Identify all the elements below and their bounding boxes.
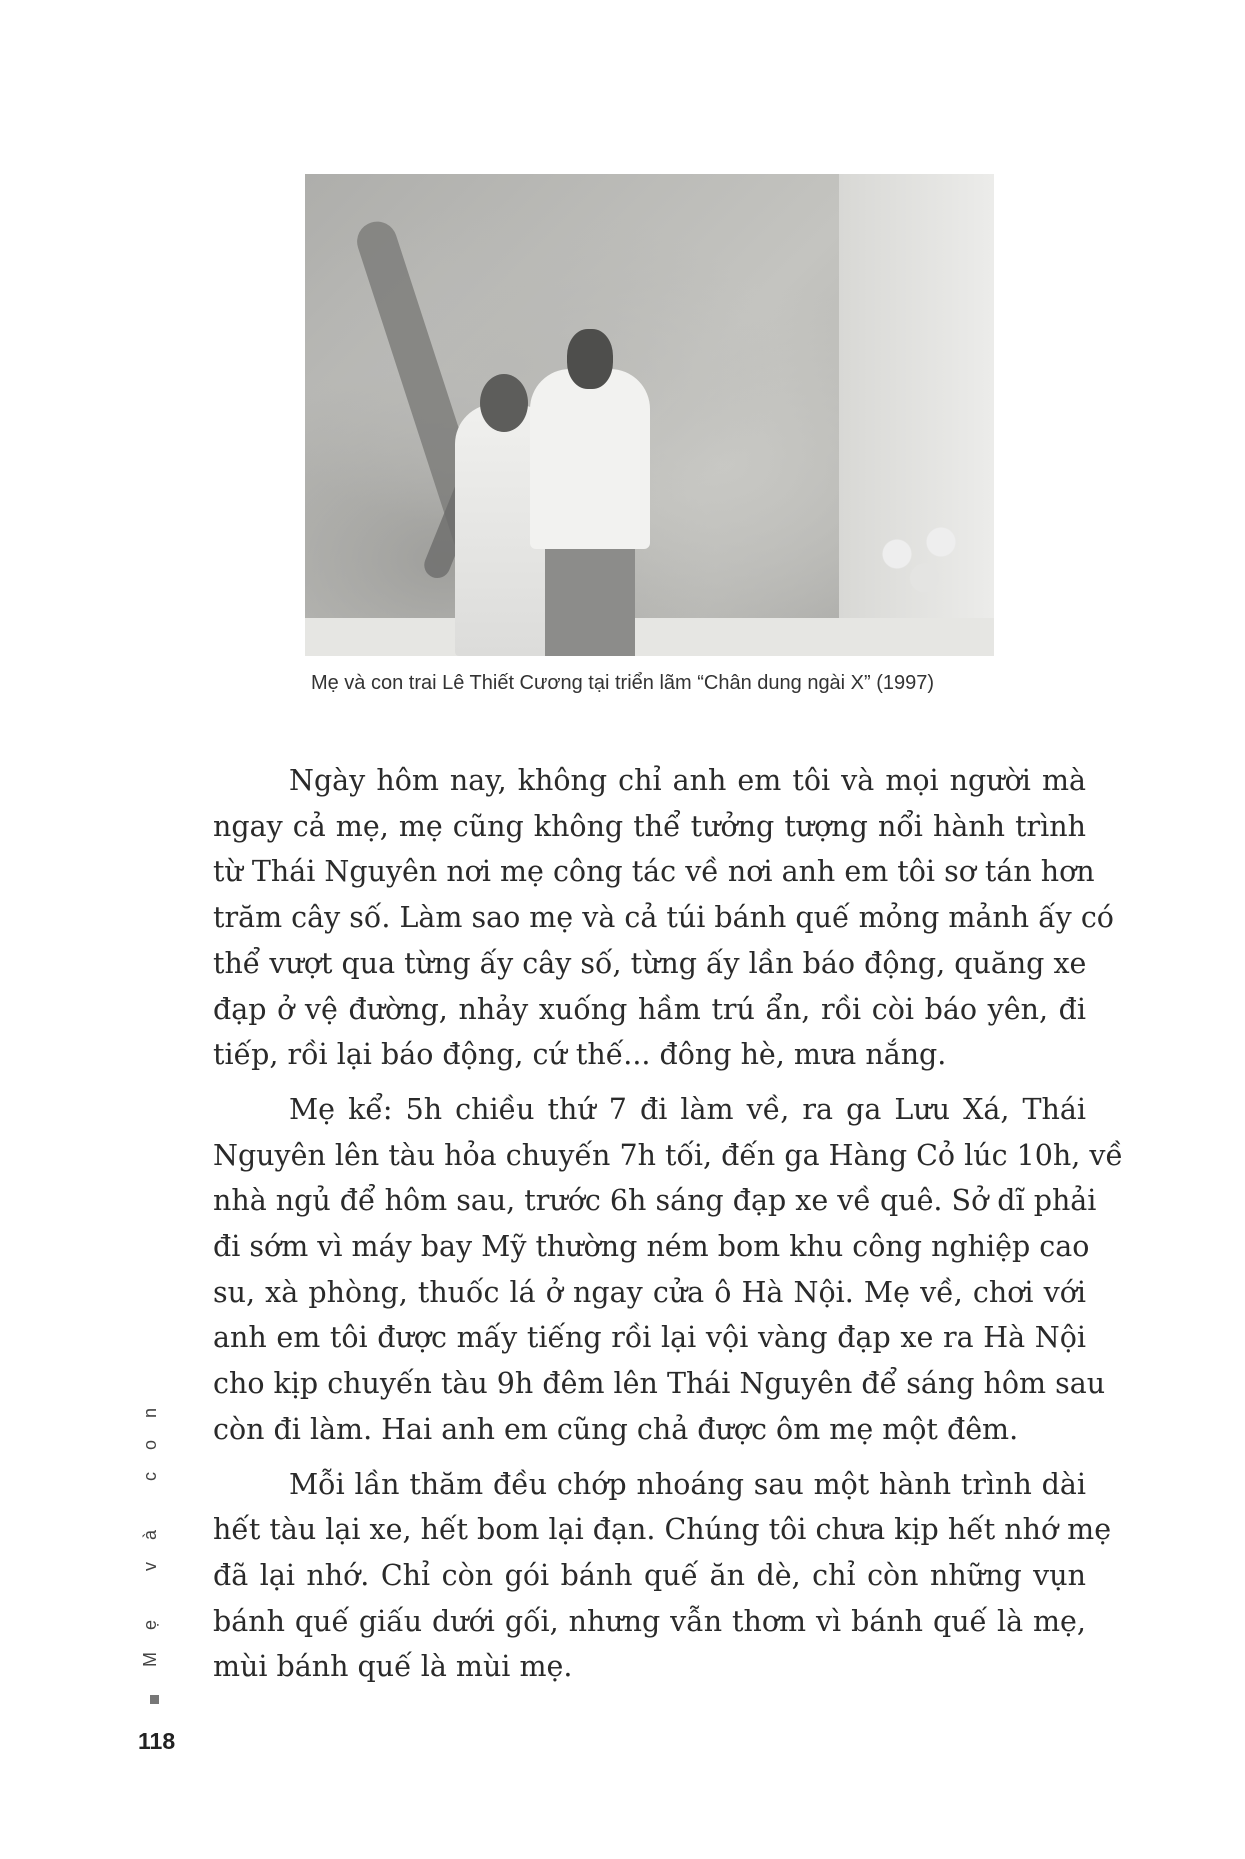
text-line: thể vượt qua từng ấy cây số, từng ấy lần báo động, quăng xe [213,946,1087,980]
text-line: nhà ngủ để hôm sau, trước 6h sáng đạp xe về quê. Sở dĩ phải [213,1184,1097,1218]
text-line: tiếp, rồi lại báo động, cứ thế... đông hè, mưa nắng. [213,1038,947,1072]
paragraph [213,1087,1124,1453]
text-line: đã lại nhớ. Chỉ còn gói bánh quế ăn dè, chỉ còn những vụn [213,1558,1086,1592]
paragraph [213,1462,1112,1691]
running-title-text: Mẹ và con [140,1385,160,1667]
square-bullet-icon [150,1695,159,1704]
text-line: trăm cây số. Làm sao mẹ và cả túi bánh quế mỏng mảnh ấy có [213,901,1114,935]
text-line: cho kịp chuyến tàu 9h đêm lên Thái Nguyên để sáng hôm sau [213,1367,1106,1401]
text-line: đi sớm vì máy bay Mỹ thường ném bom khu công nghiệp cao [213,1230,1090,1264]
text-line: mùi bánh quế là mùi mẹ. [213,1650,573,1684]
text-line: từ Thái Nguyên nơi mẹ công tác về nơi anh em tôi sơ tán hơn [213,855,1095,889]
son-legs [545,544,635,656]
text-line: đạp ở vệ đường, nhảy xuống hầm trú ẩn, rồi còi báo yên, đi [213,992,1086,1026]
paragraph [213,758,1114,1078]
text-line: ngay cả mẹ, mẹ cũng không thể tưởng tượng nổi hành trình [213,809,1086,843]
son-figure [530,369,650,549]
text-line: Ngày hôm nay, không chỉ anh em tôi và mọi người mà [289,764,1086,797]
mother-head [480,374,528,432]
photo-mother-and-son [305,174,994,656]
text-line: Mỗi lần thăm đều chớp nhoáng sau một hành trình dài [289,1467,1086,1501]
text-line: su, xà phòng, thuốc lá ở ngay cửa ô Hà Nội. Mẹ về, chơi với [213,1275,1086,1309]
body-text [213,758,1124,1699]
text-line: anh em tôi được mấy tiếng rồi lại vội vàng đạp xe ra Hà Nội [213,1321,1086,1355]
running-title [140,1385,170,1667]
text-line: Nguyên lên tàu hỏa chuyến 7h tối, đến ga Hàng Cỏ lúc 10h, về [213,1138,1124,1172]
text-line: bánh quế giấu dưới gối, nhưng vẫn thơm vì bánh quế là mẹ, [213,1604,1086,1638]
flowers [864,506,974,626]
text-line: Mẹ kể: 5h chiều thứ 7 đi làm về, ra ga Lưu Xá, Thái [289,1092,1086,1126]
son-head [567,329,613,389]
page-number: 118 [138,1728,176,1754]
text-line: còn đi làm. Hai anh em cũng chả được ôm mẹ một đêm. [213,1412,1019,1446]
photo-caption: Mẹ và con trai Lê Thiết Cương tại triển lãm “Chân dung ngài X” (1997) [310,672,935,694]
text-line: hết tàu lại xe, hết bom lại đạn. Chúng tôi chưa kịp hết nhớ mẹ [213,1513,1112,1547]
